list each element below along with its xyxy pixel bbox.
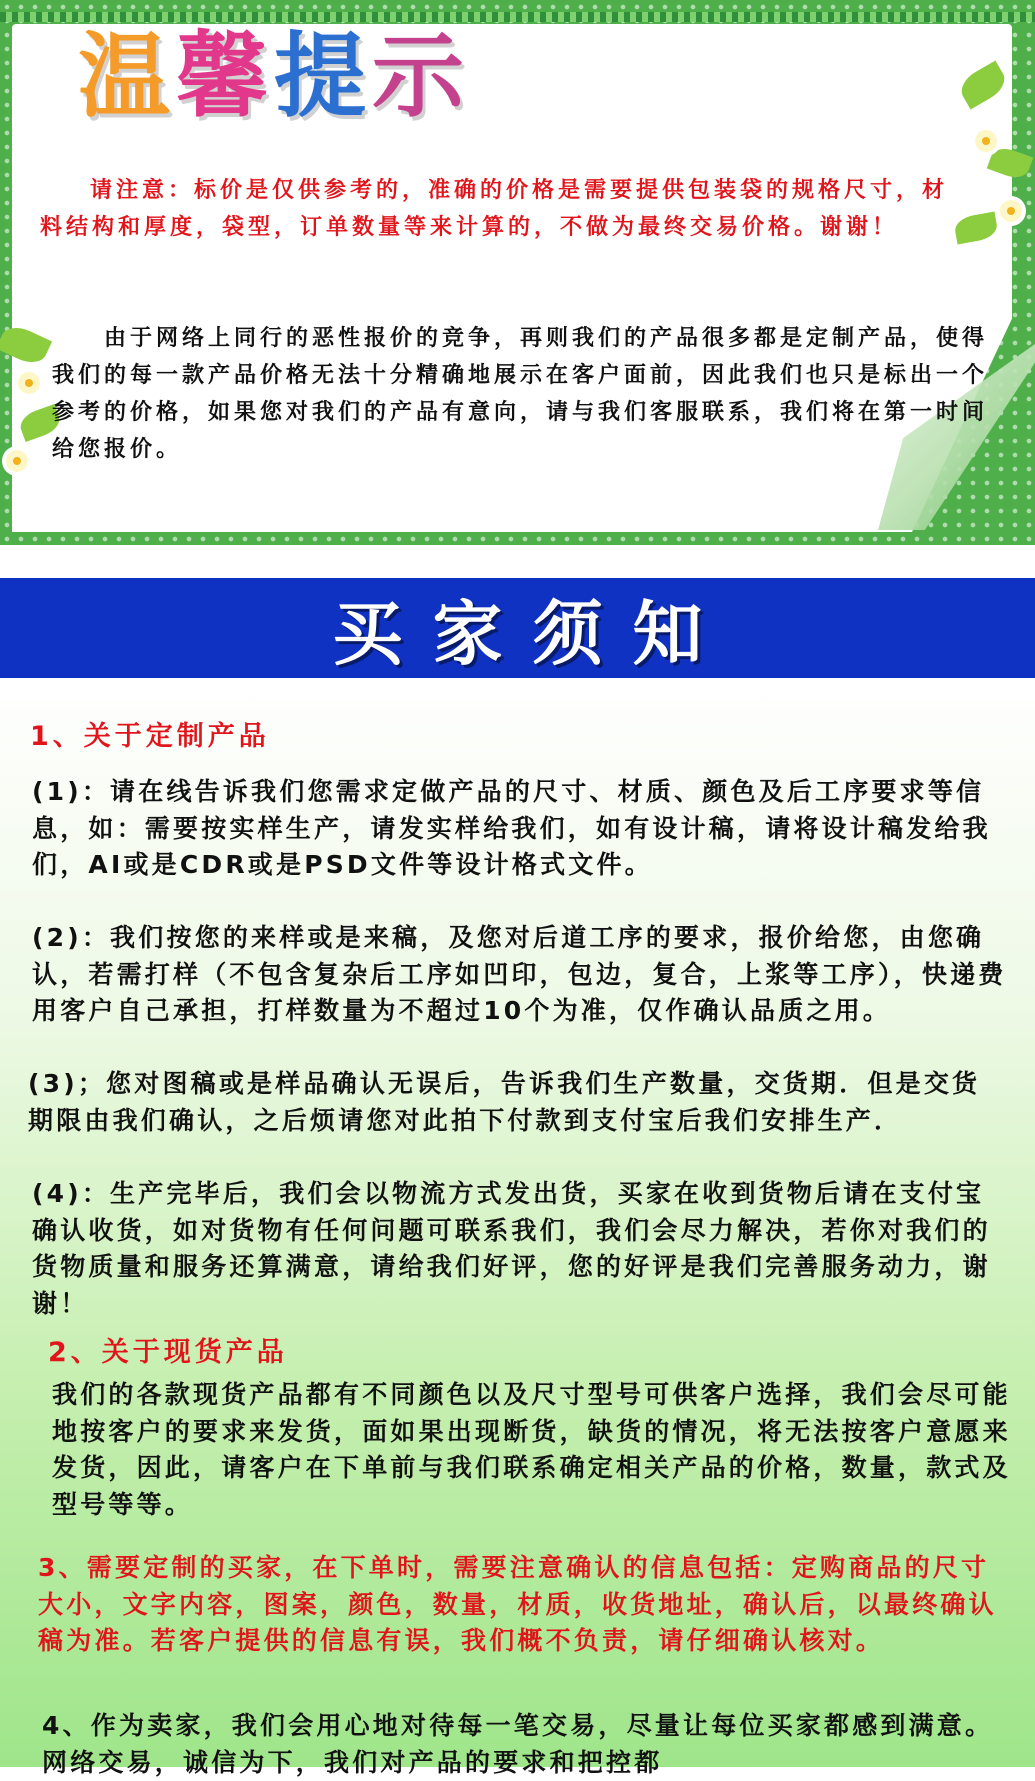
price-disclaimer-text: 请注意：标价是仅供参考的，准确的价格是需要提供包装袋的规格尺寸，材料结构和厚度，袋型，订单数量等来计算的，不做为最终交易价格。谢谢！ (40, 177, 949, 240)
flower-icon (18, 372, 40, 394)
notice-banner (0, 0, 1035, 545)
decorative-ribbon (0, 12, 1035, 22)
notice-title-char: 馨 (176, 23, 269, 130)
flower-icon (6, 450, 28, 472)
custom-item-3: (3)；您对图稿或是样品确认无误后，告诉我们生产数量，交货期．但是交货期限由我们确认，之后烦请您对此拍下付款到支付宝后我们安排生产． (28, 1069, 981, 1135)
custom-item-2: (2)：我们按您的来样或是来稿，及您对后道工序的要求，报价给您，由您确认，若需打样（不包含复杂后工序如凹印，包边，复合，上浆等工序），快递费用客户自己承担，打样数量为不超过10个为准，仅作确认品质之用。 (32, 923, 1007, 1025)
notice-title-char: 提 (274, 23, 367, 130)
section-heading-custom-products: 1、关于定制产品 (30, 721, 270, 752)
buyer-notice-content (0, 678, 1035, 1777)
custom-item-4: (4)：生产完毕后，我们会以物流方式发出货，买家在收到货物后请在支付宝确认收货，如对货物有任何问题可联系我们，我们会尽力解决，若你对我们的货物质量和服务还算满意，请给我们好评，您的好评是我们完善服务动力，谢谢！ (32, 1179, 991, 1318)
stock-products-text: 我们的各款现货产品都有不同颜色以及尺寸型号可供客户选择，我们会尽可能地按客户的要求来发货，面如果出现断货，缺货的情况，将无法按客户意愿来发货，因此，请客户在下单前与我们联系确定相关产品的价格，数量，款式及型号等等。 (52, 1380, 1011, 1519)
flower-icon (975, 130, 997, 152)
flower-icon (1000, 200, 1022, 222)
notice-title-char: 温 (78, 23, 171, 130)
seller-commitment-text: 4、作为卖家，我们会用心地对待每一笔交易，尽量让每位买家都感到满意。网络交易，诚信为下，我们对产品的要求和把控都 (42, 1711, 994, 1777)
notice-title-char: 示 (372, 23, 465, 130)
section-heading-stock-products: 2、关于现货产品 (48, 1337, 288, 1368)
notice-title (78, 22, 464, 132)
buyer-notice-title: 买家须知 (332, 591, 733, 675)
buyer-notice-header (0, 578, 1035, 678)
quote-explanation-text: 由于网络上同行的恶性报价的竞争，再则我们的产品很多都是定制产品，使得我们的每一款产品价格无法十分精确地展示在客户面前，因此我们也只是标出一个参考的价格，如果您对我们的产品有意向，请与我们客服联系，我们将在第一时间给您报价。 (52, 325, 989, 462)
custom-item-1: (1)：请在线告诉我们您需求定做产品的尺寸、材质、颜色及后工序要求等信息，如：需要按实样生产，请发实样给我们，如有设计稿，请将设计稿发给我们，AI或是CDR或是PSD文件等设计格式文件。 (32, 777, 991, 879)
custom-buyer-confirmation-text: 3、需要定制的买家，在下单时，需要注意确认的信息包括：定购商品的尺寸大小，文字内容，图案，颜色，数量，材质，收货地址，确认后，以最终确认稿为准。若客户提供的信息有误，我们概不负责，请仔细确认核对。 (38, 1553, 997, 1655)
